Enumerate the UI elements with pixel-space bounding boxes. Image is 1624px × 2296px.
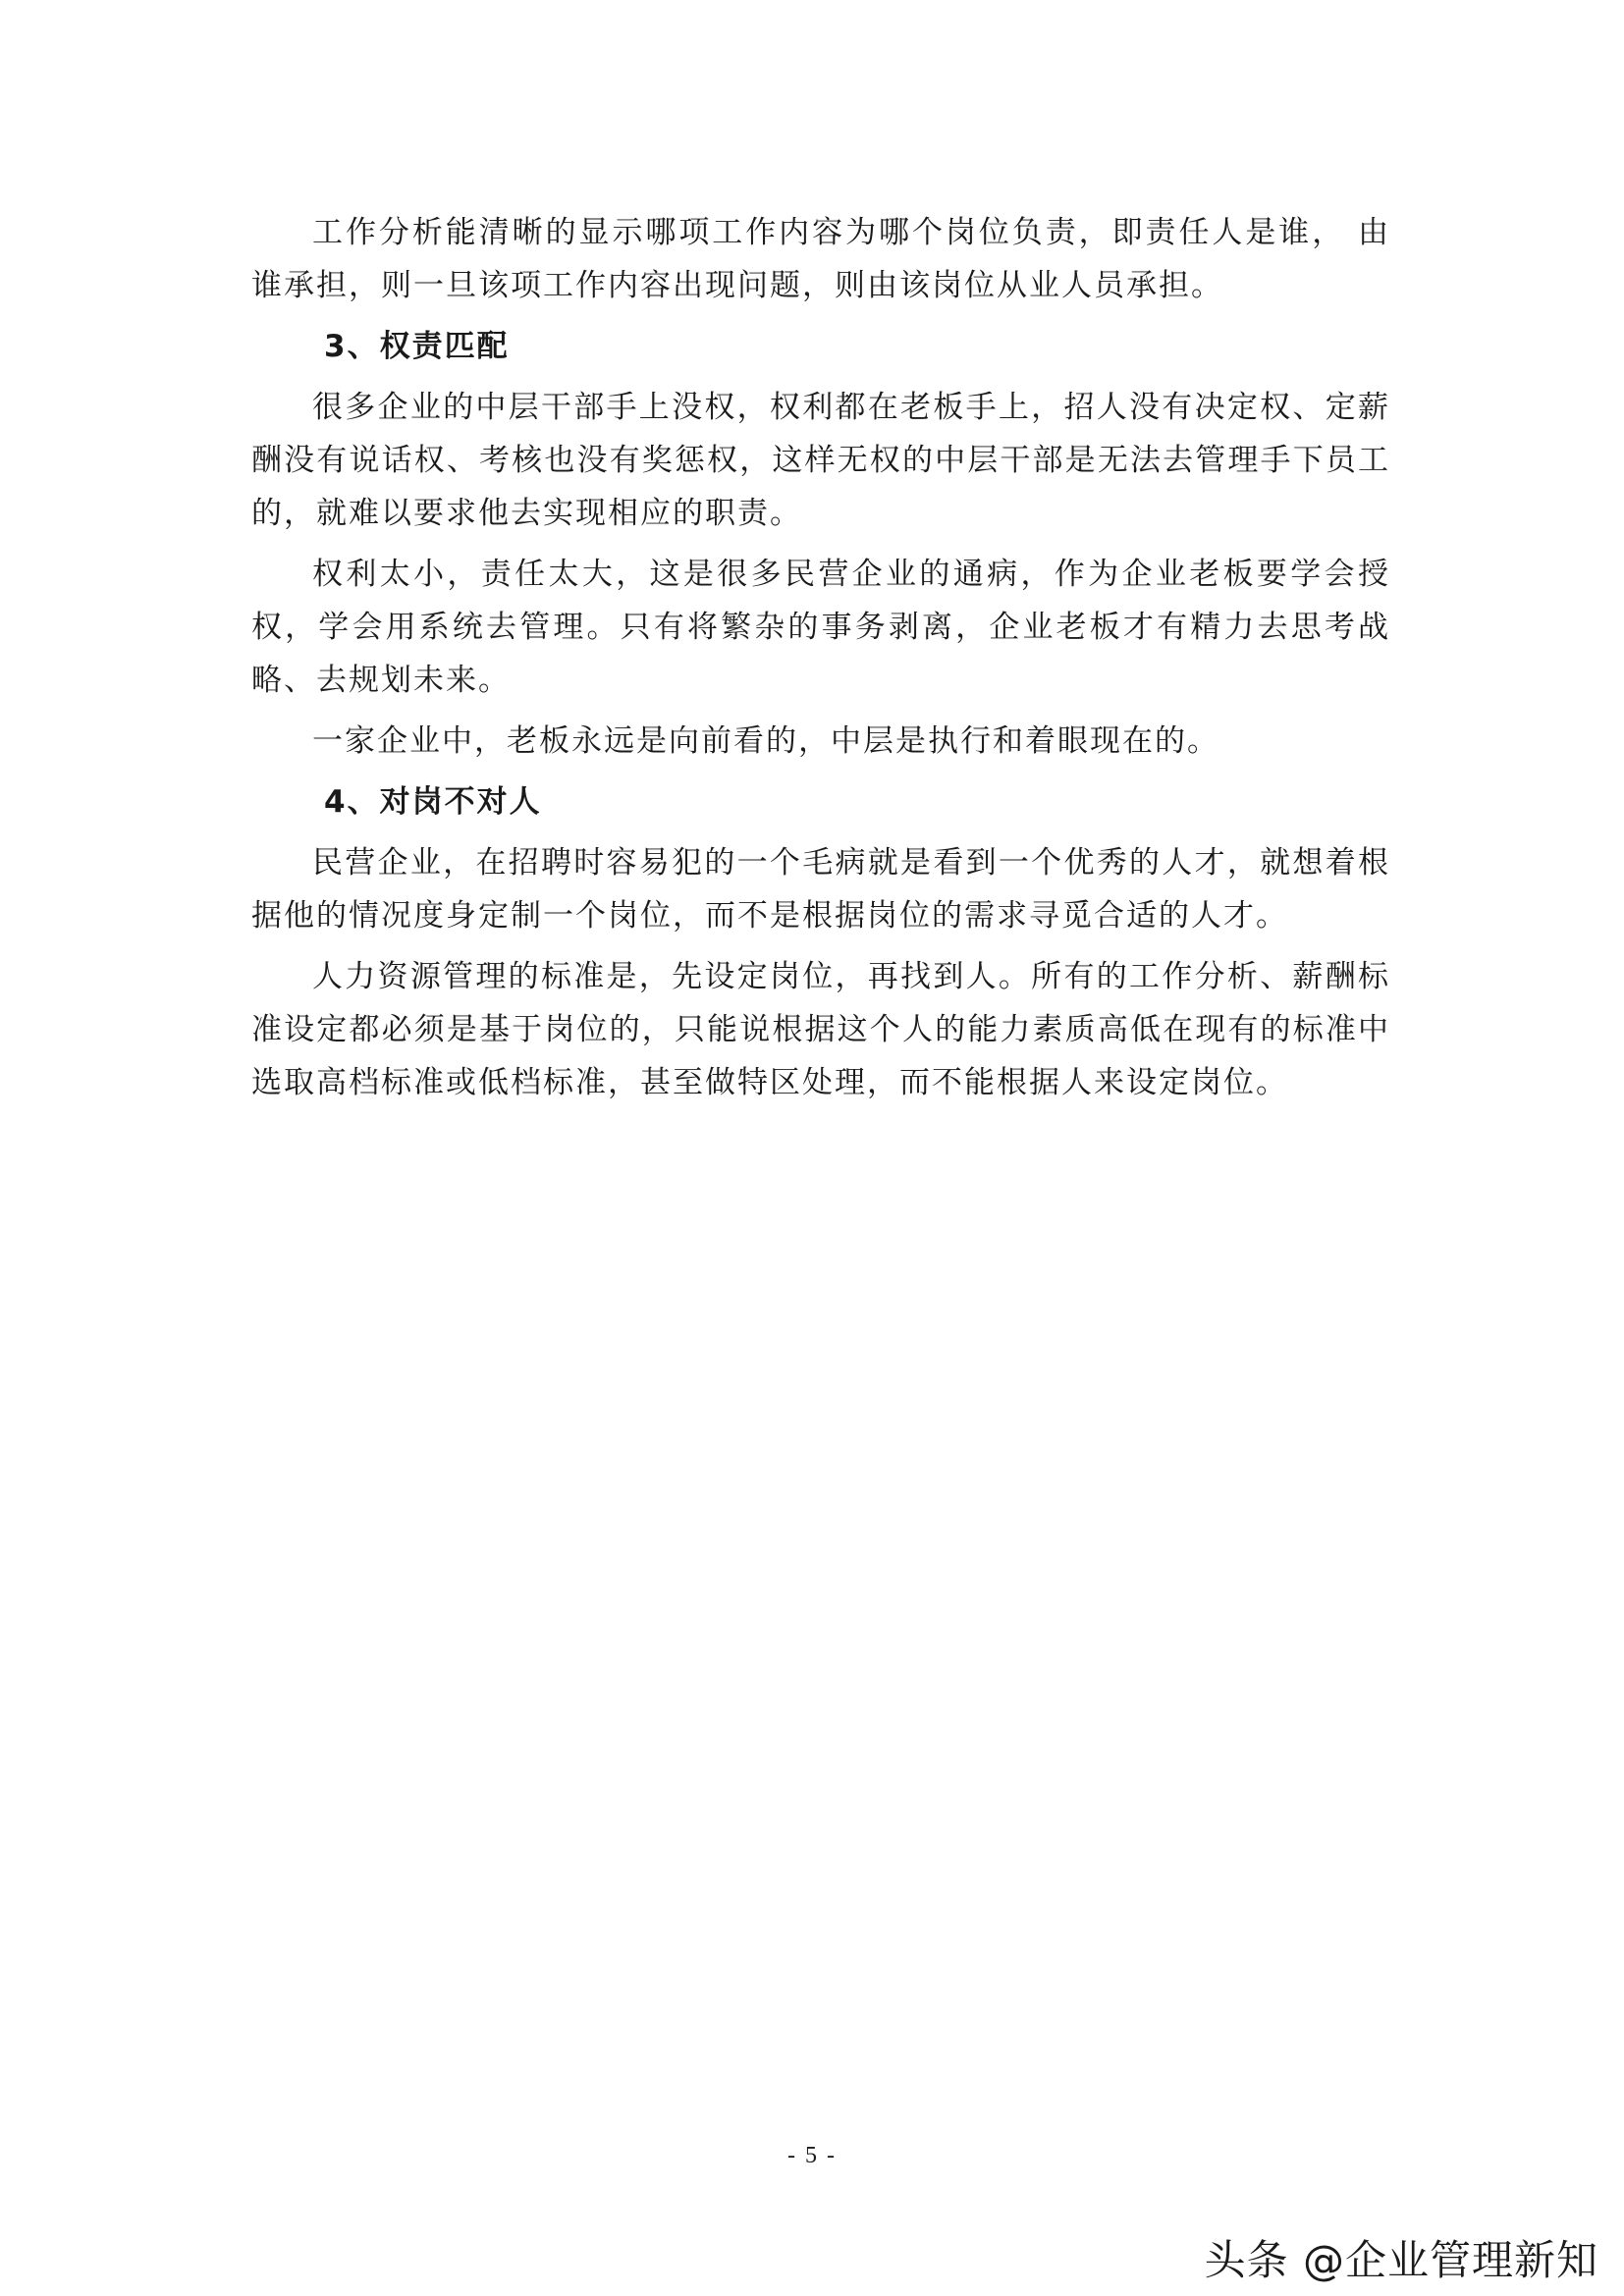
document-body bbox=[251, 206, 1390, 1109]
page-number: - 5 - bbox=[787, 2143, 837, 2168]
paragraph: 一家企业中，老板永远是向前看的，中层是执行和着眼现在的。 bbox=[312, 723, 1219, 759]
paragraph: 权利太小，责任太大，这是很多民营企业的通病，作为企业老板要学会授权，学会用系统去管理。只有将繁杂的事务剥离，企业老板才有精力去思考战略、去规划未来。 bbox=[251, 557, 1390, 698]
paragraph: 很多企业的中层干部手上没权，权利都在老板手上，招人没有决定权、定薪酬没有说话权、考核也没有奖惩权，这样无权的中层干部是无法去管理手下员工的，就难以要求他去实现相应的职责。 bbox=[251, 390, 1390, 531]
watermark-text: 头条 @企业管理新知 bbox=[1204, 2236, 1598, 2284]
paragraph: 人力资源管理的标准是，先设定岗位，再找到人。所有的工作分析、薪酬标准设定都必须是基于岗位的，只能说根据这个人的能力素质高低在现有的标准中选取高档标准或低档标准，甚至做特区处理，而不能根据人来设定岗位。 bbox=[251, 959, 1390, 1100]
paragraph: 民营企业，在招聘时容易犯的一个毛病就是看到一个优秀的人才，就想着根据他的情况度身定制一个岗位，而不是根据岗位的需求寻觅合适的人才。 bbox=[251, 845, 1390, 934]
section-heading: 4、对岗不对人 bbox=[324, 784, 542, 820]
section-heading: 3、权责匹配 bbox=[324, 329, 510, 364]
paragraph: 工作分析能清晰的显示哪项工作内容为哪个岗位负责，即责任人是谁， 由谁承担，则一旦该项工作内容出现问题，则由该岗位从业人员承担。 bbox=[251, 215, 1390, 303]
